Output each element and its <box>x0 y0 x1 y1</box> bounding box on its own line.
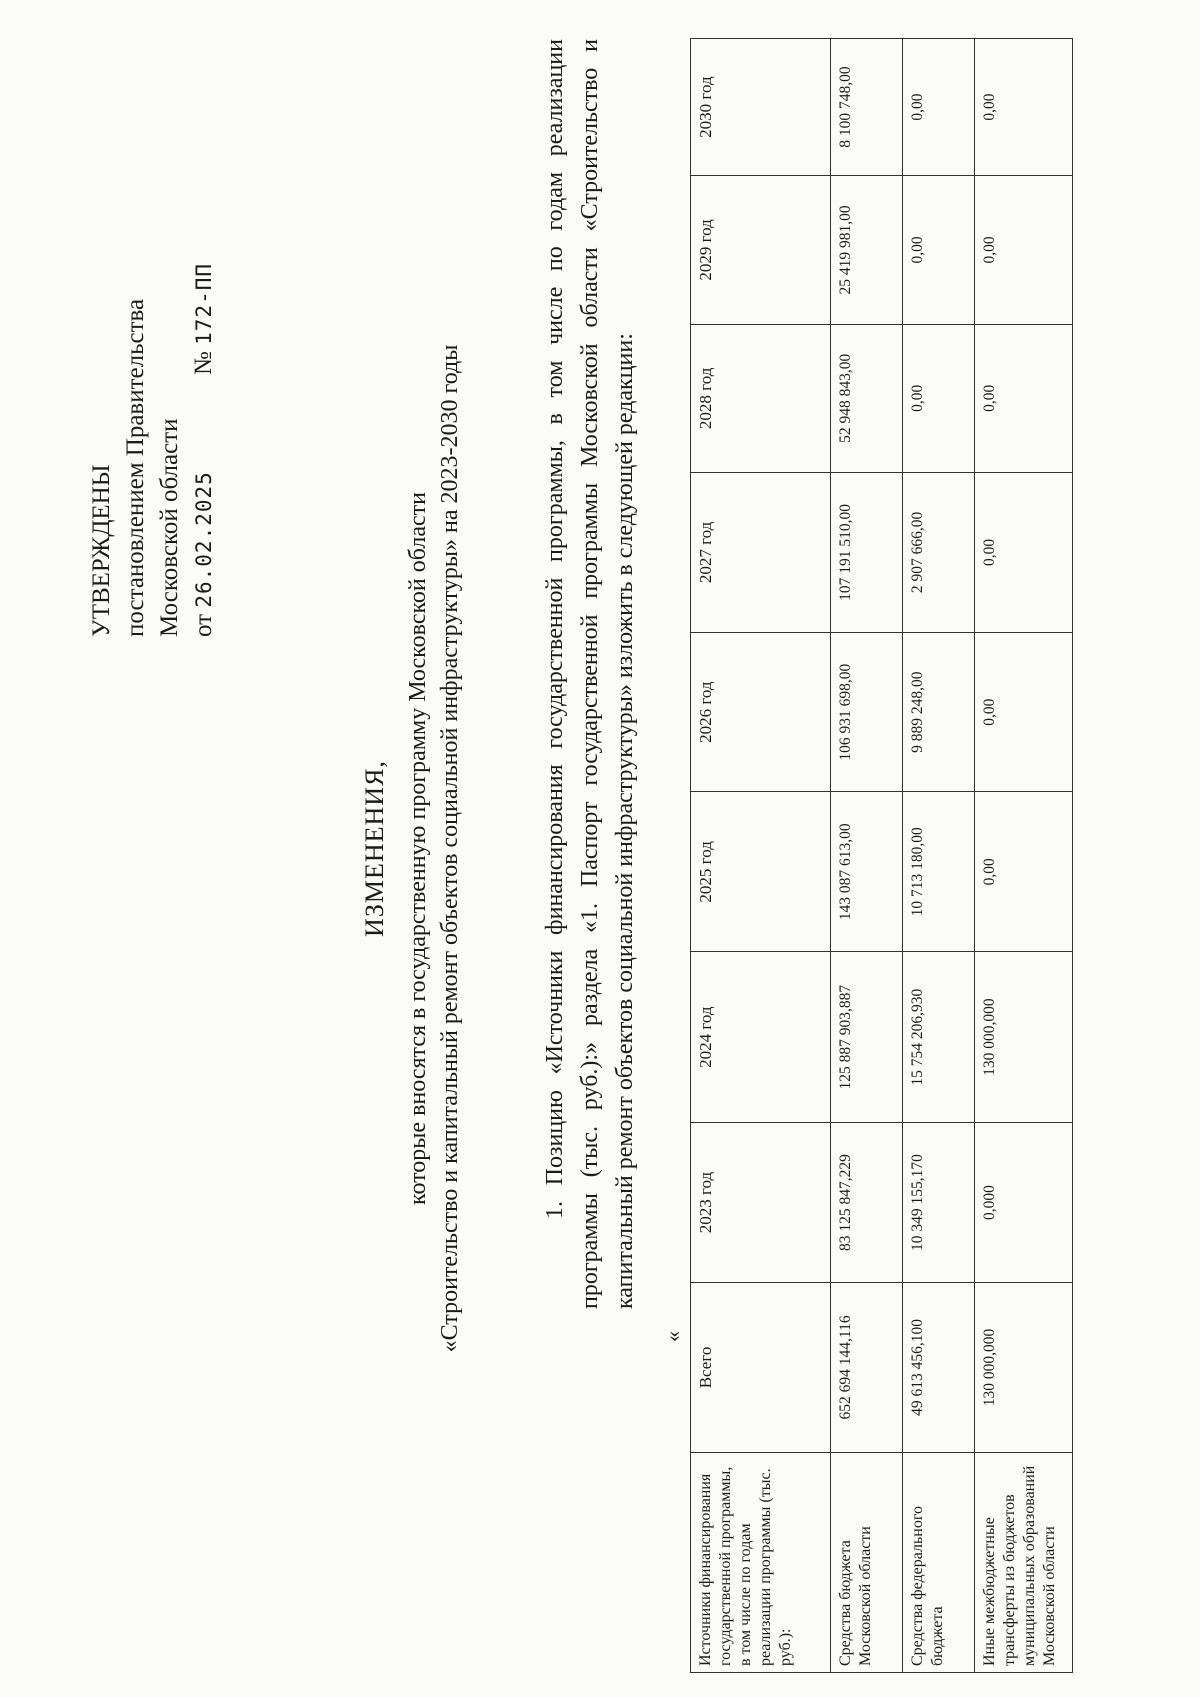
cell-value: 83 125 847,229 <box>831 1123 903 1283</box>
approval-line-government: постановлением Правительства <box>122 298 149 637</box>
amendment-paragraph <box>538 39 643 1309</box>
header-col-total: Всего <box>691 1282 831 1452</box>
cell-value: 0,00 <box>975 792 1073 952</box>
cell-value: 0,00 <box>975 39 1073 176</box>
subtitle-line-1: которые вносятся в государственную программу Московской области <box>405 492 431 1205</box>
cell-value: 0,00 <box>903 176 975 324</box>
subtitle-line-2: «Строительство и капитальный ремонт объектов социальной инфраструктуры» на 2023-2030 годы <box>437 344 463 1353</box>
number-label: № <box>190 351 217 375</box>
opening-quote: « <box>660 1331 685 1342</box>
header-col-2024: 2024 год <box>691 952 831 1123</box>
cell-value: 0,00 <box>975 632 1073 792</box>
header-col-2023: 2023 год <box>691 1123 831 1283</box>
approval-number: 172-ПП <box>192 262 216 345</box>
approval-title: УТВЕРЖДЕНЫ <box>88 464 115 637</box>
cell-value: 49 613 456,100 <box>903 1282 975 1452</box>
table-row <box>903 39 975 1673</box>
cell-value: 0,00 <box>975 324 1073 472</box>
header-col-2025: 2025 год <box>691 792 831 952</box>
cell-value: 0,00 <box>975 176 1073 324</box>
cell-value: 8 100 748,00 <box>831 39 903 176</box>
cell-value: 106 931 698,00 <box>831 632 903 792</box>
approval-date-line <box>187 117 221 637</box>
header-col-2030: 2030 год <box>691 39 831 176</box>
cell-value: 52 948 843,00 <box>831 324 903 472</box>
row-label: Иные межбюджетные трансферты из бюджетов муниципальных образований Московской области <box>975 1453 1073 1673</box>
cell-value: 0,00 <box>975 473 1073 633</box>
header-col-2026: 2026 год <box>691 632 831 792</box>
table-row <box>975 39 1073 1673</box>
cell-value: 9 889 248,00 <box>903 632 975 792</box>
header-label: Источники финансирования государственной программы, в том числе по годам реализации программы (тыс. руб.): <box>691 1453 831 1673</box>
cell-value: 125 887 903,887 <box>831 952 903 1123</box>
paragraph-text: 1. Позицию «Источники финансирования государственной программы, в том числе по годам реализации программы (тыс. руб.):» раздела «1. Паспорт государственной программы Московской области «Строительство и капитальный ремонт объектов социальной инфраструктуры» изложить в следующей редакции: <box>542 39 638 1309</box>
cell-value: 130 000,000 <box>975 952 1073 1123</box>
approval-block <box>85 117 221 637</box>
cell-value: 15 754 206,930 <box>903 952 975 1123</box>
approval-date: 26.02.2025 <box>192 471 216 608</box>
cell-value: 25 419 981,00 <box>831 176 903 324</box>
cell-value: 2 907 666,00 <box>903 473 975 633</box>
cell-value: 0,000 <box>975 1123 1073 1283</box>
cell-value: 10 713 180,00 <box>903 792 975 952</box>
date-prefix: от <box>190 613 217 637</box>
row-label: Средства бюджета Московской области <box>831 1453 903 1673</box>
table-row <box>831 39 903 1673</box>
header-col-2027: 2027 год <box>691 473 831 633</box>
cell-value: 130 000,000 <box>975 1282 1073 1452</box>
header-col-2028: 2028 год <box>691 324 831 472</box>
row-label: Средства федерального бюджета <box>903 1453 975 1673</box>
document-subtitle <box>402 0 466 1697</box>
cell-value: 143 087 613,00 <box>831 792 903 952</box>
document-title: ИЗМЕНЕНИЯ, <box>360 760 389 937</box>
cell-value: 107 191 510,00 <box>831 473 903 633</box>
cell-value: 652 694 144,116 <box>831 1282 903 1452</box>
header-col-2029: 2029 год <box>691 176 831 324</box>
cell-value: 10 349 155,170 <box>903 1123 975 1283</box>
cell-value: 0,00 <box>903 324 975 472</box>
table-header-row <box>691 39 831 1673</box>
financing-table <box>690 38 1073 1673</box>
approval-line-region: Московской области <box>156 418 183 637</box>
cell-value: 0,00 <box>903 39 975 176</box>
